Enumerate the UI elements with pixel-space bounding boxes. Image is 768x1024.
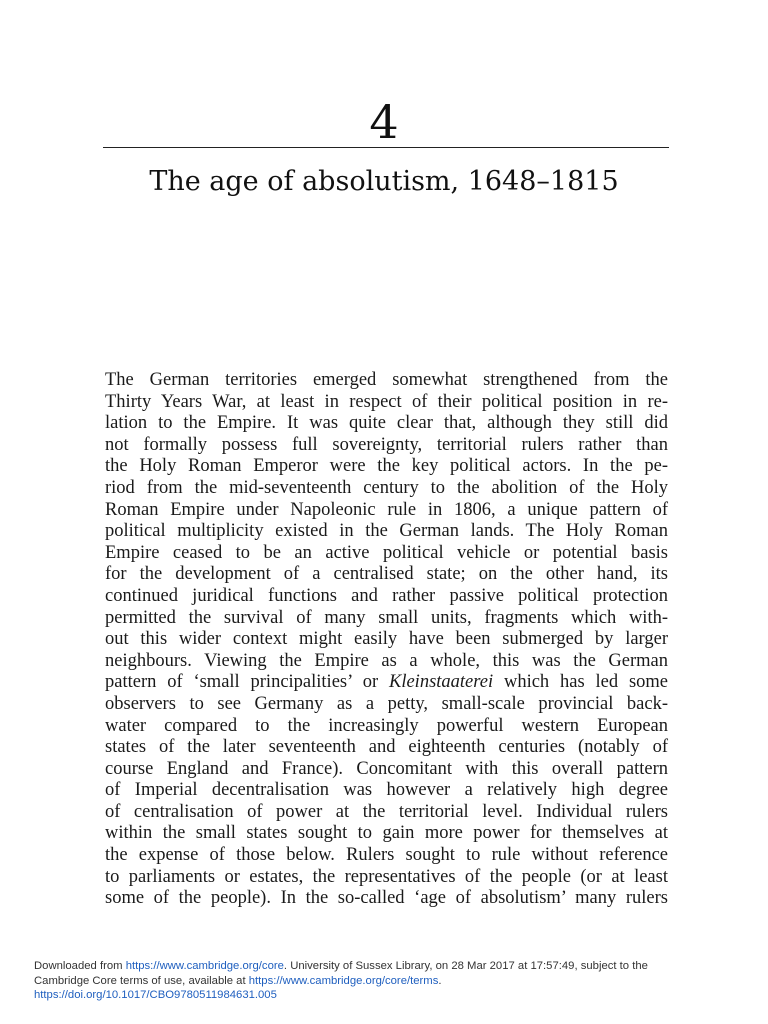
terms-link[interactable]: https://www.cambridge.org/core/terms [248, 974, 439, 987]
text-line: neighbours. Viewing the Empire as a whole, this was the German [105, 650, 668, 671]
footer-line-3 [34, 988, 734, 1003]
chapter-divider [103, 147, 669, 148]
doi-link[interactable]: https://doi.org/10.1017/CBO9780511984631.005 [34, 989, 277, 1002]
italic-term: Kleinstaaterei [388, 672, 494, 693]
text-line: out this wider context might easily have been submerged by larger [105, 629, 668, 650]
text-segment: pattern of ‘small principalities’ or [105, 672, 389, 693]
text-line: to parliaments or estates, the representatives of the people (or at least [105, 866, 668, 887]
footer-terms-prefix: Cambridge Core terms of use, available at [34, 974, 249, 987]
text-line: continued juridical functions and rather passive political protection [105, 585, 668, 606]
footer-prefix: Downloaded from [34, 960, 126, 972]
text-line: permitted the survival of many small units, fragments which with- [105, 607, 668, 628]
text-line: riod from the mid-seventeenth century to the abolition of the Holy [105, 477, 668, 498]
footer-line-2 [34, 974, 734, 989]
footer-access-note: . University of Sussex Library, on 28 Mar 2017 at 17:57:49, subject to the [283, 960, 648, 972]
text-line: some of the people). In the so-called ‘age of absolutism’ many rulers [105, 888, 668, 909]
text-line: states of the later seventeenth and eighteenth centuries (notably of [105, 737, 668, 758]
text-line: the expense of those below. Rulers sought to rule without reference [105, 845, 668, 866]
chapter-number: 4 [369, 95, 399, 149]
text-line: Thirty Years War, at least in respect of their political position in re- [105, 391, 668, 412]
text-line: the Holy Roman Emperor were the key political actors. In the pe- [105, 456, 668, 477]
text-line: observers to see Germany as a petty, small-scale provincial back- [105, 693, 668, 714]
text-line: course England and France). Concomitant with this overall pattern [105, 758, 668, 779]
text-line: Empire ceased to be an active political vehicle or potential basis [105, 542, 668, 563]
text-line: of centralisation of power at the territorial level. Individual rulers [105, 801, 668, 822]
text-line: water compared to the increasingly powerful western European [105, 715, 668, 736]
text-line [105, 672, 668, 694]
text-line: for the development of a centralised state; on the other hand, its [105, 564, 668, 585]
footer-terms-suffix: . [438, 974, 442, 987]
chapter-title: The age of absolutism, 1648–1815 [149, 166, 619, 197]
text-line: within the small states sought to gain more power for themselves at [105, 823, 668, 844]
body-paragraph [105, 370, 668, 910]
text-line: lation to the Empire. It was quite clear that, although they still did [105, 413, 668, 434]
footer-line-1 [34, 959, 734, 974]
text-segment: which has led some [493, 672, 668, 693]
text-line: Roman Empire under Napoleonic rule in 1806, a unique pattern of [105, 499, 668, 520]
text-line: The German territories emerged somewhat strengthened from the [105, 370, 668, 390]
text-line: political multiplicity existed in the German lands. The Holy Roman [105, 521, 668, 542]
text-line: not formally possess full sovereignty, territorial rulers rather than [105, 434, 668, 455]
download-footer [34, 959, 734, 1003]
text-line: of Imperial decentralisation was however a relatively high degree [105, 780, 668, 801]
cambridge-core-link[interactable]: https://www.cambridge.org/core [125, 960, 284, 972]
